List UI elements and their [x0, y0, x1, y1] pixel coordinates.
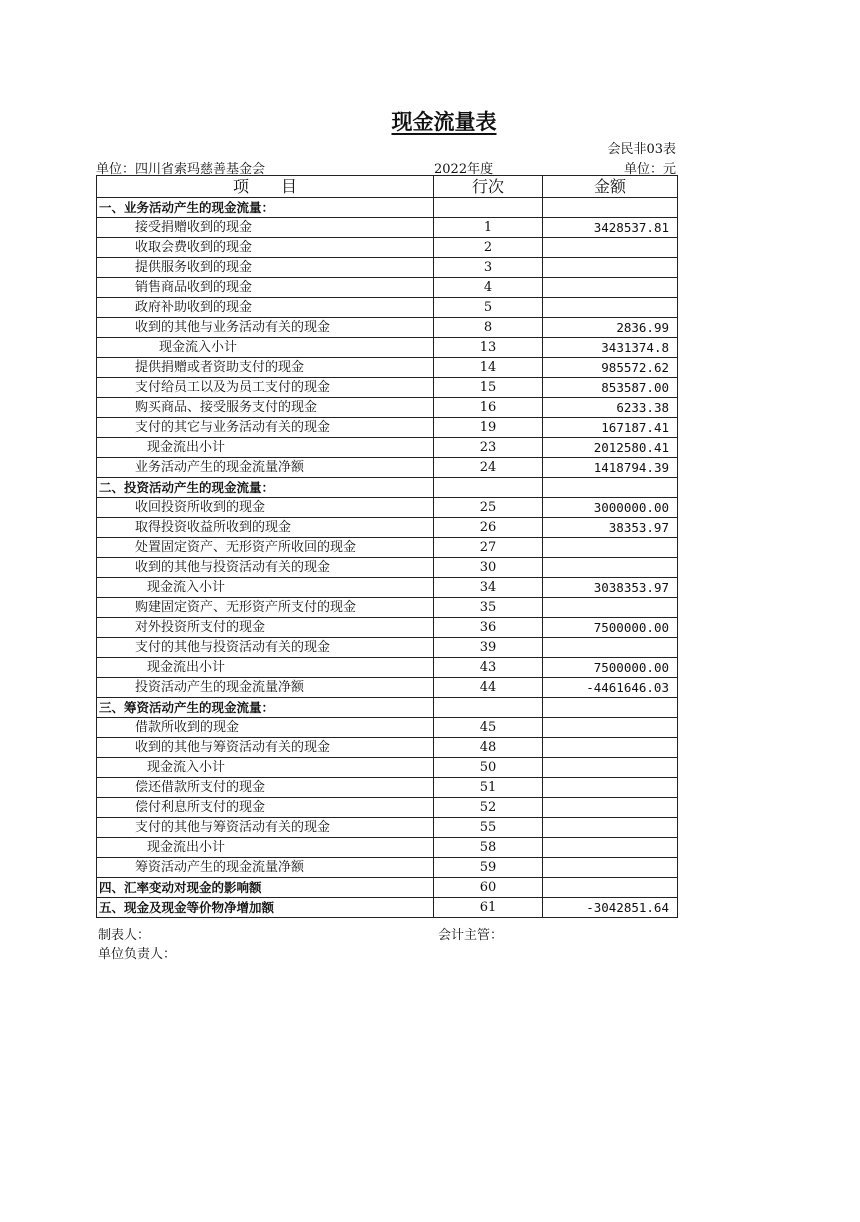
- table-row: [97, 618, 678, 638]
- table-row: [97, 278, 678, 298]
- row-line-no: 55: [434, 818, 543, 838]
- row-line-no: 58: [434, 838, 543, 858]
- row-item: 收回投资所收到的现金: [97, 498, 434, 518]
- table-row: [97, 838, 678, 858]
- table-row: [97, 858, 678, 878]
- row-amount: [543, 638, 678, 658]
- row-item: 处置固定资产、无形资产所收回的现金: [97, 538, 434, 558]
- row-amount: [543, 298, 678, 318]
- row-line-no: 16: [434, 398, 543, 418]
- table-row: [97, 798, 678, 818]
- row-line-no: 24: [434, 458, 543, 478]
- table-row: [97, 438, 678, 458]
- row-item: 二、投资活动产生的现金流量：: [97, 478, 434, 498]
- row-amount: [543, 778, 678, 798]
- row-amount: [543, 238, 678, 258]
- row-item: 筹资活动产生的现金流量净额: [97, 858, 434, 878]
- row-item: 五、现金及现金等价物净增加额: [97, 898, 434, 918]
- row-line-no: 19: [434, 418, 543, 438]
- unit-head-label: 单位负责人：: [98, 947, 177, 962]
- row-item: 购建固定资产、无形资产所支付的现金: [97, 598, 434, 618]
- row-amount: [543, 878, 678, 898]
- table-row: [97, 358, 678, 378]
- table-row: [97, 818, 678, 838]
- row-amount: [543, 758, 678, 778]
- row-amount: 38353.97: [543, 518, 678, 538]
- row-item: 收到的其他与业务活动有关的现金: [97, 318, 434, 338]
- row-amount: 3431374.8: [543, 338, 678, 358]
- row-amount: [543, 258, 678, 278]
- row-amount: 3428537.81: [543, 218, 678, 238]
- row-item: 现金流入小计: [97, 578, 434, 598]
- row-line-no: 34: [434, 578, 543, 598]
- table-row: [97, 878, 678, 898]
- row-amount: [543, 858, 678, 878]
- row-line-no: 26: [434, 518, 543, 538]
- table-row: [97, 418, 678, 438]
- row-line-no: 27: [434, 538, 543, 558]
- row-line-no: 43: [434, 658, 543, 678]
- row-item: 收到的其他与筹资活动有关的现金: [97, 738, 434, 758]
- row-item: 一、业务活动产生的现金流量：: [97, 198, 434, 218]
- row-amount: 167187.41: [543, 418, 678, 438]
- row-amount: 6233.38: [543, 398, 678, 418]
- table-row: [97, 238, 678, 258]
- row-item: 取得投资收益所收到的现金: [97, 518, 434, 538]
- row-item: 支付的其他与筹资活动有关的现金: [97, 818, 434, 838]
- row-item: 提供服务收到的现金: [97, 258, 434, 278]
- table-row: [97, 398, 678, 418]
- row-line-no: 60: [434, 878, 543, 898]
- row-amount: 7500000.00: [543, 658, 678, 678]
- table-header-row: [97, 176, 678, 198]
- row-line-no: 2: [434, 238, 543, 258]
- row-amount: [543, 598, 678, 618]
- row-amount: [543, 838, 678, 858]
- row-amount: 7500000.00: [543, 618, 678, 638]
- row-line-no: 23: [434, 438, 543, 458]
- header-line-no: 行次: [434, 176, 543, 198]
- table-row: [97, 598, 678, 618]
- row-line-no: 8: [434, 318, 543, 338]
- row-item: 收到的其他与投资活动有关的现金: [97, 558, 434, 578]
- row-item: 接受捐赠收到的现金: [97, 218, 434, 238]
- row-item: 收取会费收到的现金: [97, 238, 434, 258]
- table-row: [97, 338, 678, 358]
- table-row: [97, 678, 678, 698]
- table-row: [97, 578, 678, 598]
- row-item: 现金流出小计: [97, 838, 434, 858]
- row-item: 投资活动产生的现金流量净额: [97, 678, 434, 698]
- table-row: [97, 738, 678, 758]
- row-amount: 1418794.39: [543, 458, 678, 478]
- row-amount: 2012580.41: [543, 438, 678, 458]
- row-line-no: 51: [434, 778, 543, 798]
- row-item: 现金流入小计: [97, 338, 434, 358]
- accounting-supervisor-label: 会计主管：: [438, 928, 504, 943]
- row-item: 支付的其它与业务活动有关的现金: [97, 418, 434, 438]
- row-item: 偿还借款所支付的现金: [97, 778, 434, 798]
- row-line-no: 35: [434, 598, 543, 618]
- row-amount: 3038353.97: [543, 578, 678, 598]
- table-row: [97, 318, 678, 338]
- row-item: 业务活动产生的现金流量净额: [97, 458, 434, 478]
- row-amount: [543, 798, 678, 818]
- table-row: [97, 198, 678, 218]
- row-line-no: 50: [434, 758, 543, 778]
- row-item: 借款所收到的现金: [97, 718, 434, 738]
- row-line-no: 61: [434, 898, 543, 918]
- page-title: 现金流量表: [391, 110, 497, 134]
- table-row: [97, 498, 678, 518]
- table-row: [97, 538, 678, 558]
- row-line-no: 3: [434, 258, 543, 278]
- row-item: 购买商品、接受服务支付的现金: [97, 398, 434, 418]
- row-amount: -3042851.64: [543, 898, 678, 918]
- row-line-no: 39: [434, 638, 543, 658]
- row-item: 对外投资所支付的现金: [97, 618, 434, 638]
- row-item: 现金流出小计: [97, 438, 434, 458]
- row-line-no: 48: [434, 738, 543, 758]
- form-code: 会民非03表: [607, 142, 676, 157]
- row-item: 偿付利息所支付的现金: [97, 798, 434, 818]
- row-line-no: 59: [434, 858, 543, 878]
- row-amount: [543, 818, 678, 838]
- row-line-no: 45: [434, 718, 543, 738]
- row-line-no: 25: [434, 498, 543, 518]
- row-amount: 985572.62: [543, 358, 678, 378]
- row-line-no: 4: [434, 278, 543, 298]
- table-row: [97, 698, 678, 718]
- table-row: [97, 558, 678, 578]
- row-item: 三、筹资活动产生的现金流量：: [97, 698, 434, 718]
- row-amount: -4461646.03: [543, 678, 678, 698]
- cash-flow-table: [96, 175, 678, 918]
- row-line-no: [434, 698, 543, 718]
- row-item: 提供捐赠或者资助支付的现金: [97, 358, 434, 378]
- row-amount: [543, 278, 678, 298]
- row-amount: 2836.99: [543, 318, 678, 338]
- header-item: 项 目: [97, 176, 434, 198]
- table-row: [97, 218, 678, 238]
- row-line-no: [434, 198, 543, 218]
- row-amount: [543, 698, 678, 718]
- table-row: [97, 518, 678, 538]
- table-row: [97, 778, 678, 798]
- table-row: [97, 898, 678, 918]
- row-amount: [543, 538, 678, 558]
- table-row: [97, 718, 678, 738]
- currency-unit: 单位：元: [623, 162, 676, 177]
- row-line-no: [434, 478, 543, 498]
- table-row: [97, 758, 678, 778]
- table-row: [97, 638, 678, 658]
- header-amount: 金额: [543, 176, 678, 198]
- table-row: [97, 378, 678, 398]
- report-meta: [96, 158, 676, 176]
- row-line-no: 1: [434, 218, 543, 238]
- preparer-label: 制表人：: [98, 928, 151, 943]
- row-item: 支付给员工以及为员工支付的现金: [97, 378, 434, 398]
- row-amount: [543, 478, 678, 498]
- row-item: 现金流出小计: [97, 658, 434, 678]
- row-amount: [543, 198, 678, 218]
- row-item: 支付的其他与投资活动有关的现金: [97, 638, 434, 658]
- row-amount: [543, 558, 678, 578]
- row-line-no: 52: [434, 798, 543, 818]
- row-amount: [543, 738, 678, 758]
- row-item: 销售商品收到的现金: [97, 278, 434, 298]
- table-row: [97, 258, 678, 278]
- row-line-no: 15: [434, 378, 543, 398]
- row-amount: [543, 718, 678, 738]
- row-line-no: 14: [434, 358, 543, 378]
- row-amount: 853587.00: [543, 378, 678, 398]
- table-row: [97, 458, 678, 478]
- row-line-no: 36: [434, 618, 543, 638]
- report-year: 2022年度: [434, 162, 494, 177]
- row-item: 现金流入小计: [97, 758, 434, 778]
- table-row: [97, 658, 678, 678]
- row-line-no: 30: [434, 558, 543, 578]
- row-item: 政府补助收到的现金: [97, 298, 434, 318]
- reporting-entity: 单位：四川省索玛慈善基金会: [96, 162, 266, 177]
- table-row: [97, 298, 678, 318]
- row-line-no: 13: [434, 338, 543, 358]
- table-row: [97, 478, 678, 498]
- row-line-no: 44: [434, 678, 543, 698]
- row-line-no: 5: [434, 298, 543, 318]
- row-amount: 3000000.00: [543, 498, 678, 518]
- row-item: 四、汇率变动对现金的影响额: [97, 878, 434, 898]
